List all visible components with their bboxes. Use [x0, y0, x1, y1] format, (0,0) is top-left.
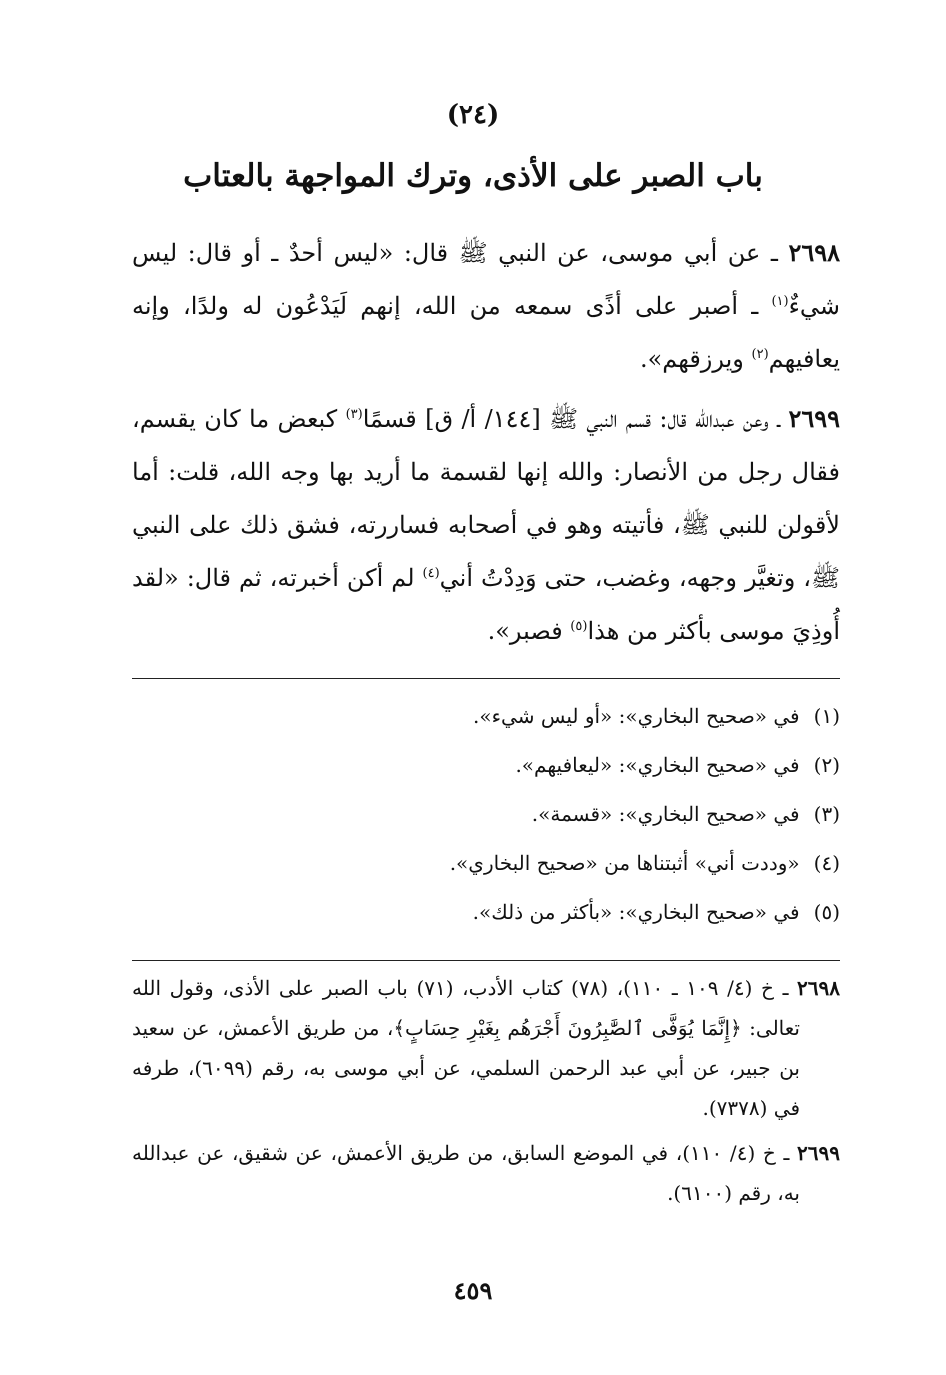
- footnote-text: في «صحيح البخاري»: «ليعافيهم».: [515, 753, 800, 777]
- hadith-text: ويرزقهم».: [639, 345, 752, 373]
- reference-number: ٢٦٩٨: [797, 976, 841, 1000]
- footnote-item: [132, 845, 840, 894]
- references-divider: [132, 960, 840, 961]
- footnote-item: [132, 894, 840, 943]
- footnote-number: (٣): [813, 802, 840, 826]
- footnote-item: [132, 747, 840, 796]
- hadith-text: فصبر».: [487, 617, 571, 645]
- footnote-text: في «صحيح البخاري»: «بأكثر من ذلك».: [472, 900, 800, 924]
- hadith-2699: [132, 392, 840, 658]
- source-references: [132, 968, 840, 1218]
- footnote-marker: (٢): [751, 347, 769, 362]
- footnotes-divider: [132, 678, 840, 679]
- footnote-marker: (٤): [422, 566, 440, 581]
- page-number: ٤٥٩: [453, 1276, 493, 1305]
- chapter-number: (٢٤): [446, 100, 500, 130]
- hadith-text: ـ أصبر على أذًى سمعه من الله، إنهم لَيَدْعُون له ولدًا، وإنه يعافيهم: [132, 292, 840, 373]
- footnote-number: (١): [813, 704, 840, 728]
- hadith-text: كبعض ما كان يقسم، فقال رجل من الأنصار: والله إنها لقسمة ما أريد بها وجه الله، قلت: أما لأقولن للنبي ﷺ، فأتيته وهو في أصحابه فساررته، فشق ذلك على النبي ﷺ، وتغيَّر وجهه، وغضب، حتى وَدِدْتُ أني: [132, 405, 840, 592]
- hadith-text: لم أكن أخبرته، ثم قال: «لقد أُوذِيَ موسى بأكثر من هذا: [132, 564, 840, 645]
- footnote-marker: (٣): [345, 407, 363, 422]
- footnote-marker: (١): [771, 294, 789, 309]
- reference-number: ٢٦٩٩: [797, 1141, 840, 1165]
- hadith-number: ٢٦٩٩: [788, 404, 840, 433]
- footnotes-list: [132, 698, 840, 943]
- footnote-item: [132, 698, 840, 747]
- hadith-text: ـ عن أبي موسى، عن النبي ﷺ قال: «ليس أحدٌ ـ أو قال: ليس شيءٌ: [132, 239, 840, 320]
- chapter-title: باب الصبر على الأذى، وترك المواجهة بالعتاب: [183, 158, 763, 194]
- footnote-text: في «صحيح البخاري»: «قسمة».: [531, 802, 800, 826]
- footnote-text: «وددت أني» أثبتناها من «صحيح البخاري».: [449, 851, 800, 875]
- footnote-item: [132, 796, 840, 845]
- footnote-number: (٥): [813, 900, 840, 924]
- reference-item: [132, 968, 840, 1128]
- reference-item: [132, 1133, 840, 1213]
- hadith-2698: [132, 226, 840, 386]
- footnote-number: (٢): [813, 753, 840, 777]
- hadith-text: ـ وعن عبدالله قال: قسم النبي ﷺ [١٤٤/ أ/ ق] قسمًا: [362, 405, 789, 433]
- footnote-marker: (٥): [570, 619, 588, 634]
- hadith-number: ٢٦٩٨: [788, 238, 840, 267]
- footnote-number: (٤): [813, 851, 840, 875]
- reference-text: ـ خ (٤/ ١١٠)، في الموضع السابق، من طريق الأعمش، عن شقيق، عن عبدالله به، رقم (٦١٠٠).: [132, 1141, 800, 1205]
- footnote-text: في «صحيح البخاري»: «أو ليس شيء».: [473, 704, 800, 728]
- reference-text: ـ خ (٤/ ١٠٩ ـ ١١٠)، (٧٨) كتاب الأدب، (٧١) باب الصبر على الأذى، وقول الله تعالى: ﴿إِنَّمَا يُوَفَّى ٱلصَّٰبِرُونَ أَجْرَهُم بِغَيْرِ حِسَابٍ﴾، من طريق الأعمش، عن سعيد بن جبير، عن أبي عبد الرحمن السلمي، عن أبي موسى به، رقم (٦٠٩٩)، طرفه في (٧٣٧٨).: [132, 976, 800, 1120]
